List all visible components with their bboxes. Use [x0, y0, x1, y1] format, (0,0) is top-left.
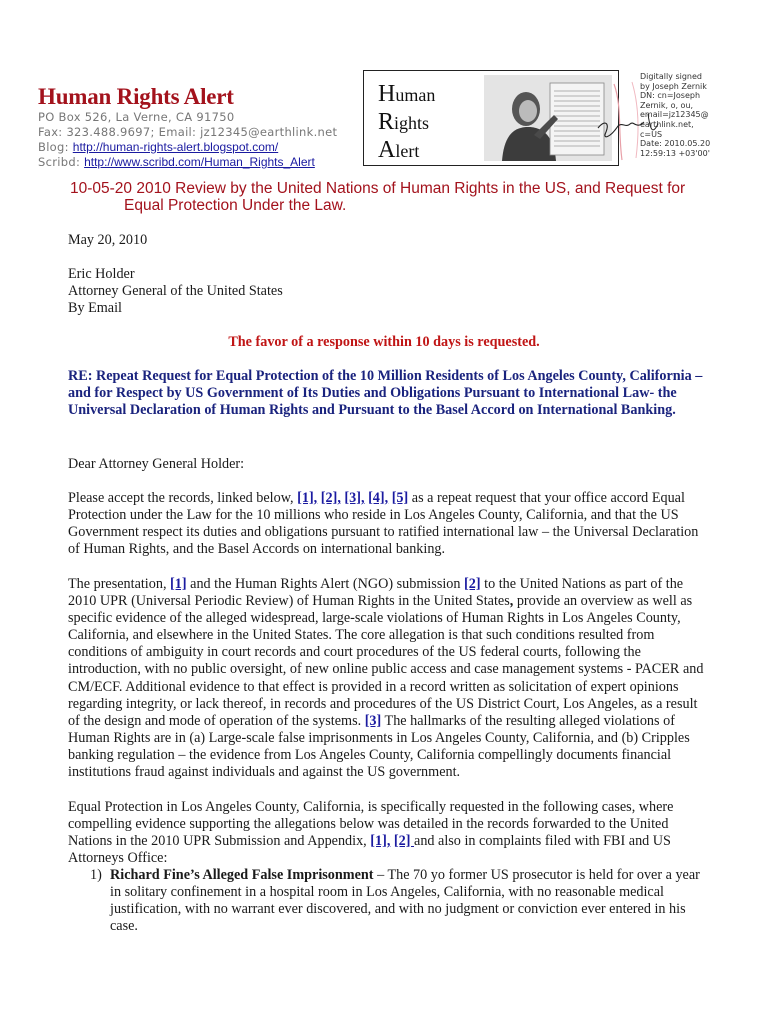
list-item-text: – The 70 yo former US prosecutor is held for over a year in solitary confinement in a hospital room in Los Angeles, California, with no reasonable medical justification, with no warrant ever discovered, and with no judgment or conviction ever entered in his case. — [110, 867, 700, 935]
hra-logo — [363, 70, 619, 166]
ref-link-1[interactable]: [1] — [170, 576, 187, 592]
document-title — [70, 180, 720, 214]
ref-link-2[interactable]: [2] — [393, 833, 415, 850]
list-item — [90, 867, 710, 935]
response-request: The favor of a response within 10 days is requested. — [228, 334, 540, 350]
blog-label: Blog: — [38, 140, 69, 154]
ref-link-1[interactable]: [1], — [370, 833, 391, 850]
scribd-label: Scribd: — [38, 155, 81, 169]
digital-signature — [626, 72, 766, 168]
org-name: Human Rights Alert — [38, 84, 234, 109]
contact-blog — [38, 140, 278, 154]
contact-scribd — [38, 155, 315, 169]
recipient-name: Eric Holder — [68, 266, 135, 282]
contact-fax-email: Fax: 323.488.9697; Email: jz12345@earthlink.net — [38, 125, 338, 139]
title-line-2: Equal Protection Under the Law. — [124, 197, 347, 214]
ref-link-2[interactable]: [2], — [320, 490, 341, 506]
list-item-heading: Richard Fine’s Alleged False Imprisonment — [110, 867, 374, 883]
ref-link-4[interactable]: [4], — [368, 490, 389, 506]
list-item-number: 1) — [90, 867, 102, 883]
signature-details: Digitally signed by Joseph Zernik DN: cn=Joseph Zernik, o, ou, email=jz12345@ earthlink.net, c=US Date: 2010.05.20 12:59:13 +03'00' — [640, 72, 711, 158]
logo-word-rights: Rights — [378, 109, 430, 135]
subject-re: RE: Repeat Request for Equal Protection of the 10 Million Residents of Los Angeles County, California – and for Respect by US Government of Its Duties and Obligations Pursuant to International Law- the Universal Declaration of Human Rights and Pursuant to the Basel Accord on International Banking. — [68, 368, 703, 419]
ref-link-5[interactable]: [5] — [391, 490, 409, 506]
recipient-title: Attorney General of the United States — [68, 283, 283, 300]
blog-link[interactable]: http://human-rights-alert.blogspot.com/ — [72, 140, 279, 154]
recipient-block — [68, 266, 708, 317]
paragraph-2: The presentation, [1] and the Human Rights Alert (NGO) submission [2] to the United Nations as part of the 2010 UPR (Universal Periodic Review) of Human Rights in the United States, provide an overview as well as specific evidence of the alleged widespread, large-scale violations of Human Rights in Los Angeles County, California, and elsewhere in the United States. The core allegation is that such conditions resulted from conditions of ambiguity in court records and court procedures of the US federal courts, following the introduction, with no public oversight, of new online public access and case management systems - PACER and CM/ECF. Additional evidence to that effect is provided in a record written as solicitation of expert opinions regarding integrity, or lack thereof, in records and procedures of the US District Court, Los Angeles, as a result of the design and mode of operation of the systems. [3] The hallmarks of the resulting alleged violations of Human Rights are in (a) Large-scale false imprisonments in Los Angeles County, California, and (b) Cripples banking regulation – the evidence from Los Angeles County, California compellingly documents financial institutions fraud against individuals and against the US government. — [68, 576, 704, 781]
delivery-method: By Email — [68, 300, 122, 317]
title-line-1: 10-05-20 2010 Review by the United Nations of Human Rights in the US, and Request for — [70, 180, 686, 197]
logo-word-human: Human — [378, 81, 436, 107]
ref-link-3[interactable]: [3] — [364, 712, 382, 729]
letter-date: May 20, 2010 — [68, 232, 148, 248]
ref-link-3[interactable]: [3], — [344, 490, 365, 506]
logo-word-alert: Alert — [378, 137, 420, 163]
paragraph-1: Please accept the records, linked below, [1], [2], [3], [4], [5] as a repeat request that your office accord Equal Protection under the Law for the 10 millions who reside in Los Angeles County, California, and that the US Government respect its duties and obligations pursuant to ratified international law – the Universal Declaration of Human Rights, and the Basel Accords on international banking. — [68, 490, 699, 558]
salutation: Dear Attorney General Holder: — [68, 456, 245, 472]
scribd-link[interactable]: http://www.scribd.com/Human_Rights_Alert — [84, 155, 315, 169]
ref-link-2[interactable]: [2] — [464, 576, 481, 592]
ref-link-1[interactable]: [1], — [297, 490, 318, 506]
contact-address: PO Box 526, La Verne, CA 91750 — [38, 110, 235, 124]
paragraph-3: Equal Protection in Los Angeles County, California, is specifically requested in the following cases, where compelling evidence supporting the allegations below was detailed in the records forwarded to the United Nations in the 2010 UPR Submission and Appendix, [1], [2] and also in complaints filed with FBI and US Attorneys Office: — [68, 799, 674, 867]
